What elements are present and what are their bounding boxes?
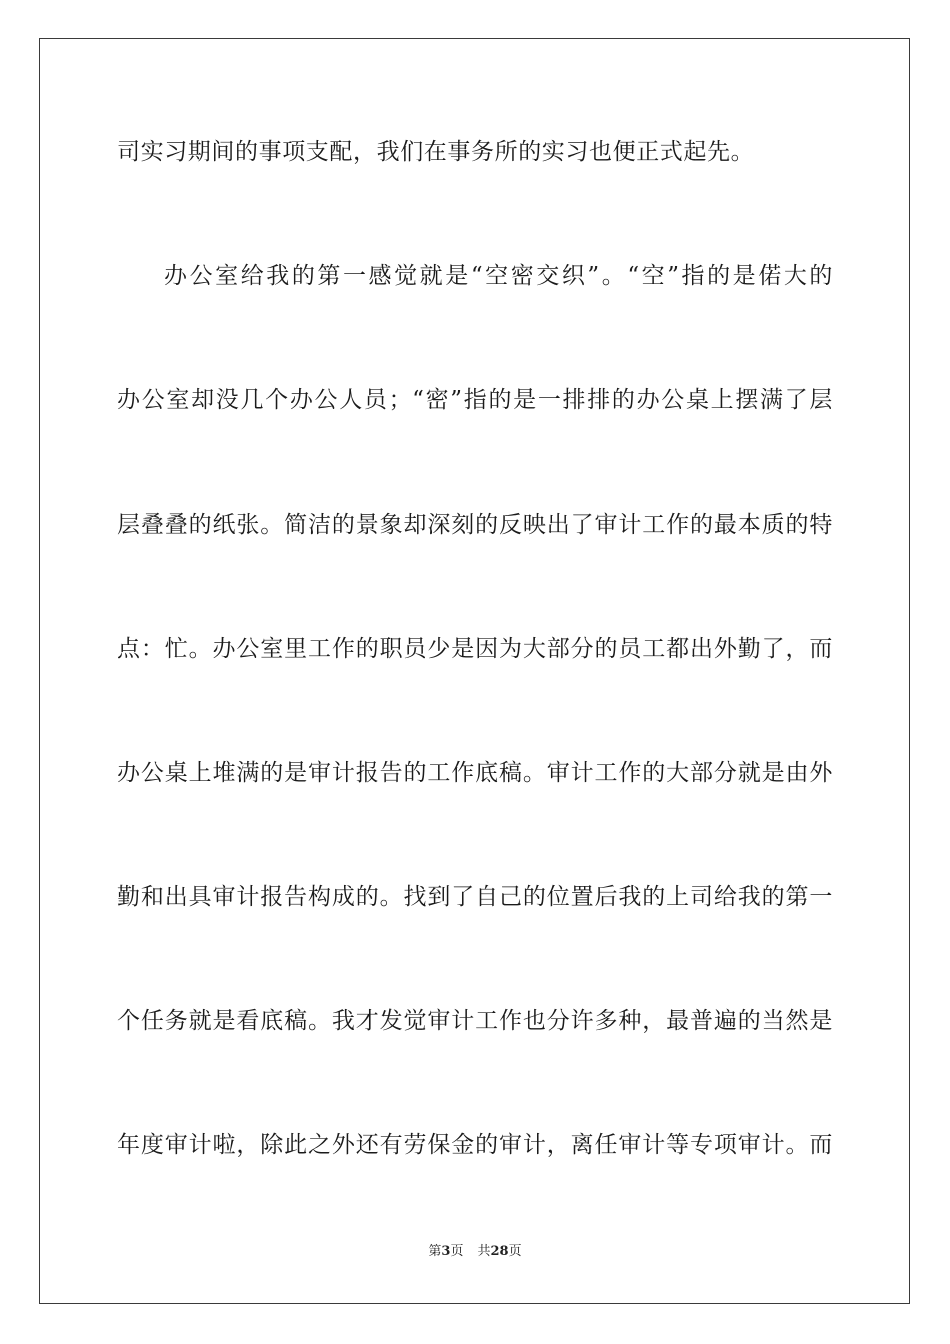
text-line-9: 年度审计啦，除此之外还有劳保金的审计，离任审计等专项审计。而 [117,1132,833,1158]
text-line-3: 办公室却没几个办公人员；“密”指的是一排排的办公桌上摆满了层 [117,387,833,413]
page-border [39,38,910,1304]
total-suffix: 页 [508,1244,522,1259]
text-line-6: 办公桌上堆满的是审计报告的工作底稿。审计工作的大部分就是由外 [117,760,833,786]
total-prefix: 共 [477,1244,491,1259]
page-prefix: 第 [428,1244,442,1259]
text-line-8: 个任务就是看底稿。我才发觉审计工作也分许多种，最普遍的当然是 [117,1008,833,1034]
page-number: 3 [441,1244,451,1259]
text-line-5: 点：忙。办公室里工作的职员少是因为大部分的员工都出外勤了，而 [117,636,833,662]
page-suffix: 页 [450,1244,464,1259]
page-footer [0,1243,950,1261]
total-pages: 28 [490,1244,509,1259]
text-line-4: 层叠叠的纸张。简洁的景象却深刻的反映出了审计工作的最本质的特 [117,512,833,538]
text-line-1: 司实习期间的事项支配，我们在事务所的实习也便正式起先。 [117,139,755,165]
text-line-2: 办公室给我的第一感觉就是“空密交织”。“空”指的是偌大的 [164,263,833,289]
text-line-7: 勤和出具审计报告构成的。找到了自己的位置后我的上司给我的第一 [117,884,833,910]
